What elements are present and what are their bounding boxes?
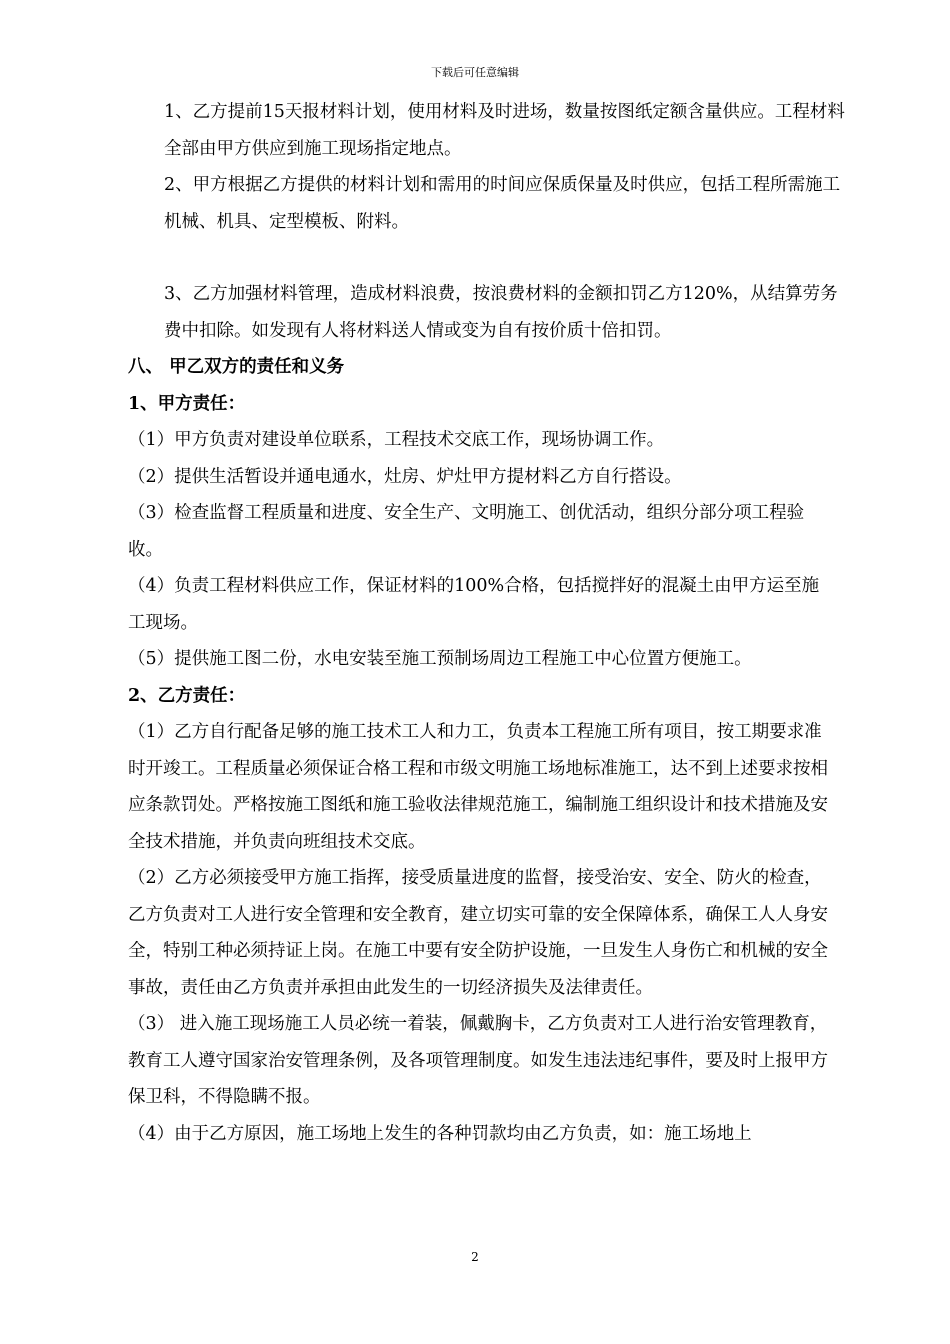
document-body — [0, 94, 950, 1152]
material-clause-3: 3、乙方加强材料管理，造成材料浪费，按浪费材料的金额扣罚乙方120%，从结算劳务费中扣除。如发现有人将材料送人情或变为自有按价质十倍扣罚。 — [164, 284, 838, 341]
section-heading-8: 八、 甲乙双方的责任和义务 — [128, 357, 345, 377]
party-b-item-4: （4）由于乙方原因，施工场地上发生的各种罚款均由乙方负责，如：施工场地上 — [128, 1123, 752, 1144]
party-a-item-4: （4）负责工程材料供应工作，保证材料的100%合格，包括搅拌好的混凝土由甲方运至施工现场。 — [128, 576, 820, 633]
party-a-item-3: （3）检查监督工程质量和进度、安全生产、文明施工、创优活动，组织分部分项工程验收。 — [128, 503, 805, 560]
material-clause-1: 1、乙方提前15天报材料计划，使用材料及时进场，数量按图纸定额含量供应。工程材料全部由甲方供应到施工现场指定地点。 — [164, 102, 845, 159]
party-b-item-2: （2）乙方必须接受甲方施工指挥，接受质量进度的监督，接受治安、安全、防火的检查，乙方负责对工人进行安全管理和安全教育，建立切实可靠的安全保障体系，确保工人人身安全，特别工种必须持证上岗。在施工中要有安全防护设施，一旦发生人身伤亡和机械的安全事故，责任由乙方负责并承担由此发生的一切经济损失及法律责任。 — [128, 868, 828, 998]
party-a-item-2: （2）提供生活暂设并通电通水，灶房、炉灶甲方提材料乙方自行搭设。 — [128, 466, 682, 487]
page-number: 2 — [471, 1250, 479, 1264]
party-b-heading: 2、乙方责任： — [128, 685, 246, 706]
party-b-item-1: （1）乙方自行配备足够的施工技术工人和力工，负责本工程施工所有项目，按工期要求准时开竣工。工程质量必须保证合格工程和市级文明施工场地标准施工，达不到上述要求按相应条款罚处。严格按施工图纸和施工验收法律规范施工，编制施工组织设计和技术措施及安全技术措施，并负责向班组技术交底。 — [128, 722, 828, 852]
material-clause-2: 2、甲方根据乙方提供的材料计划和需用的时间应保质保量及时供应，包括工程所需施工机械、机具、定型模板、附料。 — [164, 175, 841, 232]
party-a-item-1: （1）甲方负责对建设单位联系，工程技术交底工作，现场协调工作。 — [128, 430, 665, 450]
page-header: 下载后可任意编辑 — [431, 66, 519, 79]
party-a-item-5: （5）提供施工图二份，水电安装至施工预制场周边工程施工中心位置方便施工。 — [128, 649, 752, 669]
party-a-heading: 1、甲方责任： — [128, 393, 246, 414]
paragraph-gap — [0, 240, 950, 276]
party-b-item-3: （3） 进入施工现场施工人员必统一着装，佩戴胸卡，乙方负责对工人进行治安管理教育，教育工人遵守国家治安管理条例，及各项管理制度。如发生违法违纪事件，要及时上报甲方保卫科，不得隐瞒不报。 — [128, 1014, 828, 1107]
